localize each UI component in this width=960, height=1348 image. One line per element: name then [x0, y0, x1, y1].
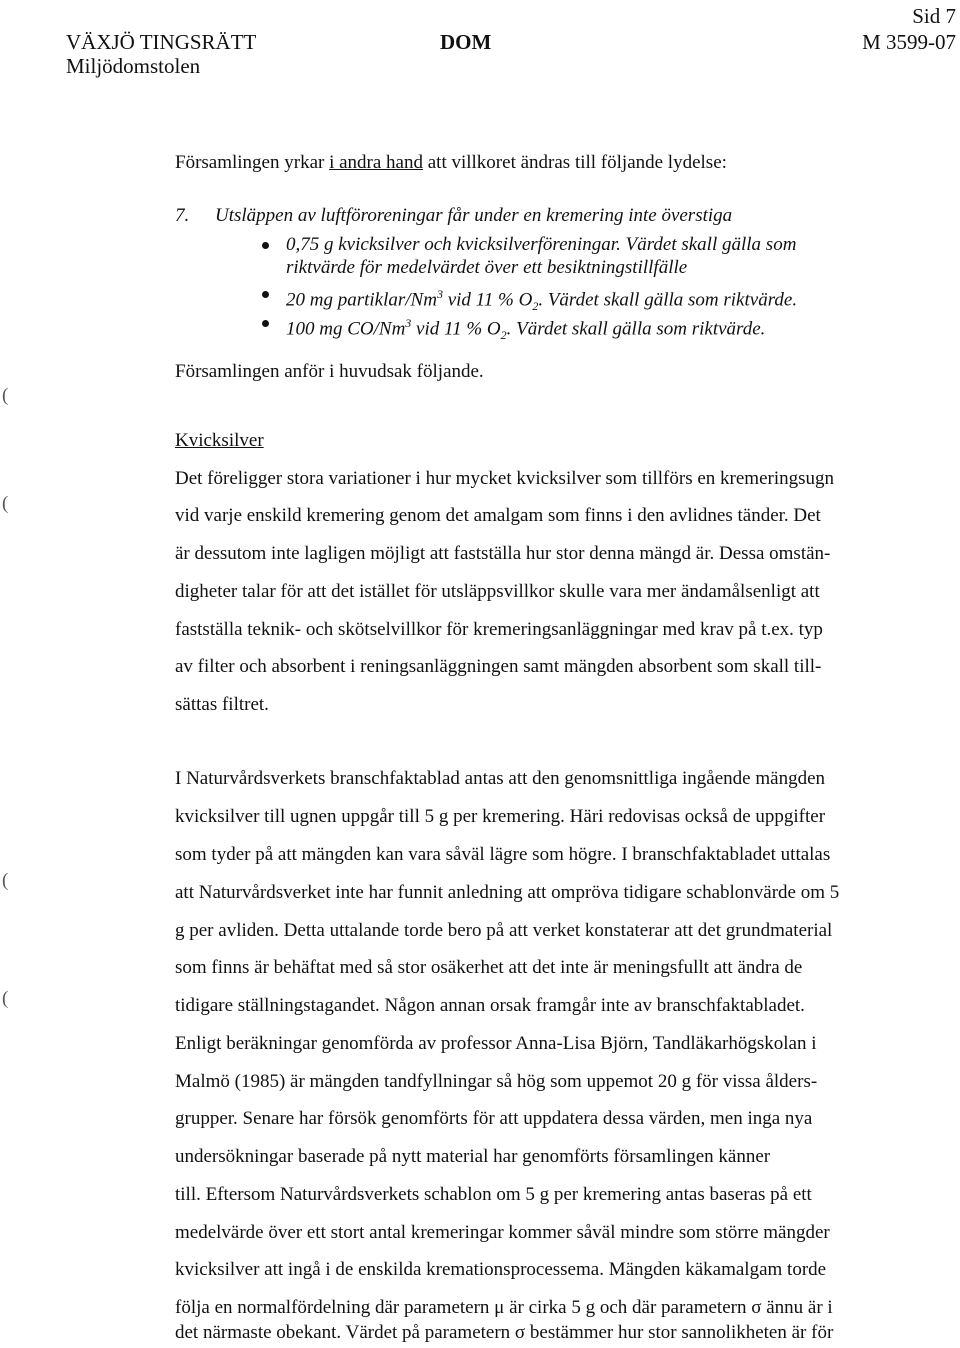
document-type: DOM — [440, 30, 492, 54]
para1-line: fastställa teknik- och skötselvillkor för kremeringsanläggningar med krav på t.ex. typ — [175, 619, 823, 640]
bullet-2-part-b: vid 11 % O — [442, 289, 533, 311]
intro-underlined: i andra hand — [329, 152, 423, 173]
bullet-dot — [262, 320, 269, 327]
bullet-3-part-a: 100 mg CO/Nm — [286, 318, 406, 340]
para2-line: medelvärde över ett stort antal kremeringar kommer såväl mindre som större mängder — [175, 1222, 830, 1243]
para2-line: det närmaste obekant. Värdet på parametern σ bestämmer hur stor sannolikheten är för — [175, 1322, 834, 1343]
page-number: Sid 7 — [912, 4, 956, 28]
para2-line: Malmö (1985) är mängden tandfyllningar så hög som uppemot 20 g för vissa ålders- — [175, 1071, 818, 1092]
para2-line: följa en normalfördelning där parametern μ är cirka 5 g och där parametern σ ännu är i — [175, 1297, 833, 1318]
condition-number: 7. — [175, 205, 190, 226]
margin-mark: ( — [2, 493, 9, 514]
para2-line: kvicksilver till ugnen uppgår till 5 g per kremering. Häri redovisas också de uppgifter — [175, 806, 826, 827]
para2-line: till. Eftersom Naturvårdsverkets schablon om 5 g per kremering antas baseras på ett — [175, 1184, 812, 1205]
bullet-3-part-b: vid 11 % O — [411, 318, 501, 340]
main-claim: Församlingen anför i huvudsak följande. — [175, 361, 484, 382]
para2-line: som finns är behäftat med så stor osäkerhet att det inte är meningsfullt att ändra de — [175, 957, 803, 978]
bullet-1-line-1: 0,75 g kvicksilver och kvicksilverföreningar. Värdet skall gälla som — [286, 234, 797, 255]
court-name: VÄXJÖ TINGSRÄTT — [66, 30, 257, 54]
para2-line: I Naturvårdsverkets branschfaktablad antas att den genomsnittliga ingående mängden — [175, 768, 825, 789]
margin-mark: ( — [2, 870, 9, 891]
bullet-2-part-c: . Värdet skall gälla som riktvärde. — [538, 289, 798, 311]
bullet-1-line-2: riktvärde för medelvärdet över ett besiktningstillfälle — [286, 257, 688, 278]
para2-line: grupper. Senare har försök genomförts för att uppdatera dessa värden, men inga nya — [175, 1108, 813, 1129]
bullet-3-sub: 2 — [500, 328, 507, 343]
para1-line: är dessutom inte lagligen möjligt att fastställa hur stor denna mängd är. Dessa omstän- — [175, 543, 831, 564]
para2-line: Enligt beräkningar genomförda av professor Anna-Lisa Björn, Tandläkarhögskolan i — [175, 1033, 817, 1054]
bullet-3 — [286, 312, 765, 346]
para1-line: Det föreligger stora variationer i hur mycket kvicksilver som tillförs en kremeringsugn — [175, 468, 835, 489]
bullet-2-sub: 2 — [532, 299, 539, 314]
bullet-2-part-a: 20 mg partiklar/Nm — [286, 289, 437, 311]
bullet-3-part-c: . Värdet skall gälla som riktvärde. — [506, 318, 766, 340]
bullet-2-sup: 3 — [436, 287, 443, 301]
para1-line: digheter talar för att det istället för utsläppsvillkor skulle vara mer ändamålsenligt att — [175, 581, 820, 602]
para1-line: av filter och absorbent i reningsanläggningen samt mängden absorbent som skall till- — [175, 656, 822, 677]
section-heading: Kvicksilver — [175, 430, 264, 451]
intro-after: att villkoret ändras till följande lydelse: — [422, 152, 727, 173]
intro-before: Församlingen yrkar — [175, 152, 330, 173]
para2-line: g per avliden. Detta uttalande torde bero på att verket konstaterar att det grundmaterial — [175, 920, 833, 941]
bullet-dot — [262, 291, 269, 298]
margin-mark: ( — [2, 385, 9, 406]
para2-line: kvicksilver att ingå i de enskilda kremationsprocessema. Mängden käkamalgam torde — [175, 1259, 827, 1280]
condition-text: Utsläppen av luftföroreningar får under en kremering inte överstiga — [215, 205, 733, 226]
para1-line: sättas filtret. — [175, 694, 269, 715]
bullet-3-sup: 3 — [405, 316, 412, 330]
margin-mark: ( — [2, 988, 9, 1009]
para2-line: som tyder på att mängden kan vara såväl lägre som högre. I branschfaktabladet uttalas — [175, 844, 831, 865]
court-division: Miljödomstolen — [66, 54, 201, 78]
bullet-dot — [262, 242, 269, 249]
para2-line: undersökningar baserade på nytt material har genomförts församlingen känner — [175, 1146, 771, 1167]
intro-line — [175, 152, 727, 174]
para2-line: tidigare ställningstagandet. Någon annan orsak framgår inte av branschfaktabladet. — [175, 995, 805, 1016]
case-number: M 3599-07 — [862, 30, 956, 54]
para1-line: vid varje enskild kremering genom det amalgam som finns i den avlidnes tänder. Det — [175, 505, 821, 526]
para2-line: att Naturvårdsverket inte har funnit anledning att ompröva tidigare schablonvärde om 5 — [175, 882, 840, 903]
